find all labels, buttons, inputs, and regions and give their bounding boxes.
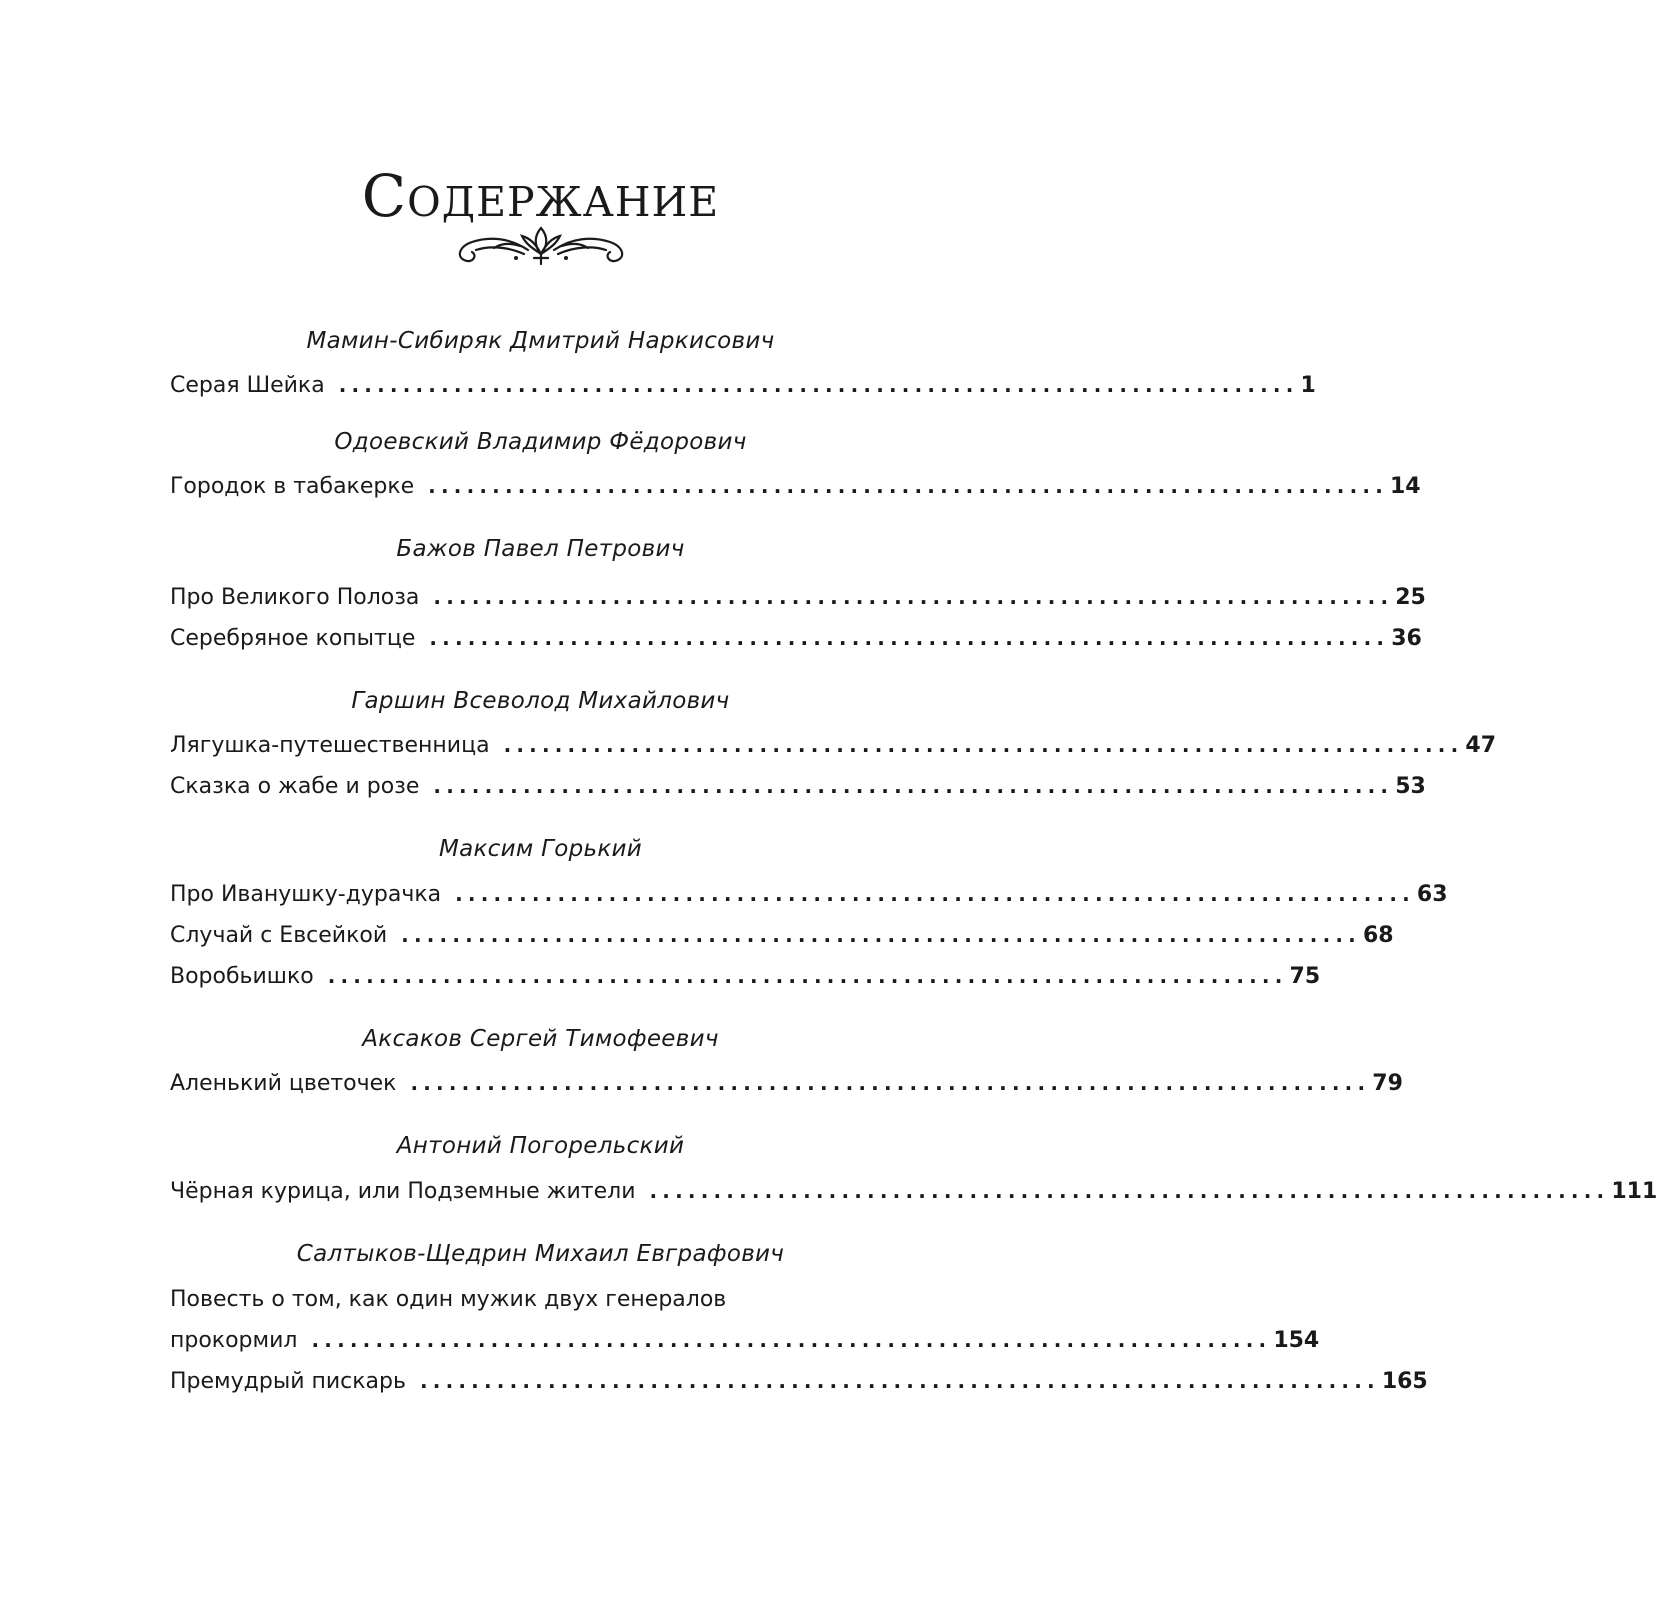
dot-leader: ...........................................................................: [327, 964, 1288, 988]
toc-entry[interactable]: [170, 1365, 1428, 1397]
entry-title: Сказка о жабе и розе: [170, 774, 420, 799]
entry-page-number: 75: [1289, 964, 1321, 989]
entry-title: Аленький цветочек: [170, 1071, 397, 1096]
entry-title: Воробьишко: [170, 964, 314, 989]
toc-entry[interactable]: [170, 581, 1426, 613]
dot-leader: ...........................................................................: [649, 1179, 1610, 1203]
entry-title: Премудрый пискарь: [170, 1369, 406, 1394]
dot-leader: ...........................................................................: [338, 373, 1299, 397]
toc-entry[interactable]: [170, 960, 1321, 992]
entry-title: Чёрная курица, или Подземные жители: [170, 1179, 636, 1204]
entry-title: Серая Шейка: [170, 373, 325, 398]
toc-entry[interactable]: [170, 470, 1421, 502]
toc-entry[interactable]: [170, 878, 1448, 910]
dot-leader: ...........................................................................: [455, 882, 1415, 906]
entry-page-number: 25: [1395, 585, 1426, 610]
entry-page-number: 47: [1465, 733, 1497, 758]
flourish-divider-icon: [450, 222, 632, 268]
entry-title: Про Иванушку-дурачка: [170, 882, 442, 907]
author-heading: Максим Горький: [438, 836, 643, 862]
toc-entry[interactable]: [170, 369, 1316, 401]
page-title: Содержание: [361, 161, 720, 230]
toc-entry[interactable]: [170, 770, 1426, 802]
author-heading: Гаршин Всеволод Михайлович: [351, 688, 730, 714]
entry-page-number: 36: [1391, 626, 1422, 651]
dot-leader: ...........................................................................: [419, 1369, 1380, 1393]
dot-leader: ...........................................................................: [428, 474, 1388, 498]
entry-title: прокормил: [170, 1328, 298, 1353]
dot-leader: ...........................................................................: [429, 626, 1390, 650]
entry-page-number: 53: [1395, 774, 1426, 799]
entry-page-number: 63: [1416, 882, 1448, 907]
dot-leader: ...........................................................................: [401, 923, 1361, 947]
entry-title: Случай с Евсейкой: [170, 923, 388, 948]
toc-entry[interactable]: [170, 1175, 1657, 1207]
entry-page-number: 154: [1273, 1328, 1320, 1353]
dot-leader: ...........................................................................: [433, 774, 1394, 798]
author-heading: Бажов Павел Петрович: [396, 536, 685, 562]
entry-page-number: 68: [1362, 923, 1394, 948]
dot-leader: ...........................................................................: [410, 1071, 1371, 1095]
entry-page-number: 79: [1372, 1071, 1403, 1096]
author-heading: Антоний Погорельский: [396, 1133, 685, 1159]
entry-title: Серебряное копытце: [170, 626, 416, 651]
dot-leader: ...........................................................................: [311, 1328, 1272, 1352]
entry-page-number: 14: [1390, 474, 1421, 499]
entry-page-number: 165: [1381, 1369, 1428, 1394]
entry-title-line[interactable]: Повесть о том, как один мужик двух генералов: [170, 1287, 727, 1312]
author-heading: Салтыков-Щедрин Михаил Евграфович: [296, 1241, 785, 1267]
toc-entry[interactable]: [170, 1067, 1403, 1099]
entry-title: Про Великого Полоза: [170, 585, 420, 610]
toc-entry[interactable]: [170, 729, 1497, 761]
author-heading: Одоевский Владимир Фёдорович: [334, 429, 747, 455]
author-heading: Аксаков Сергей Тимофеевич: [362, 1026, 719, 1052]
toc-entry[interactable]: [170, 1324, 1320, 1356]
entry-page-number: 1: [1300, 373, 1316, 398]
dot-leader: ...........................................................................: [433, 585, 1394, 609]
toc-entry[interactable]: [170, 622, 1422, 654]
entry-title: Городок в табакерке: [170, 474, 415, 499]
dot-leader: ...........................................................................: [503, 733, 1464, 757]
entry-title: Лягушка-путешественница: [170, 733, 490, 758]
entry-page-number: 111: [1611, 1179, 1657, 1204]
author-heading: Мамин-Сибиряк Дмитрий Наркисович: [306, 328, 775, 354]
toc-entry[interactable]: [170, 919, 1394, 951]
